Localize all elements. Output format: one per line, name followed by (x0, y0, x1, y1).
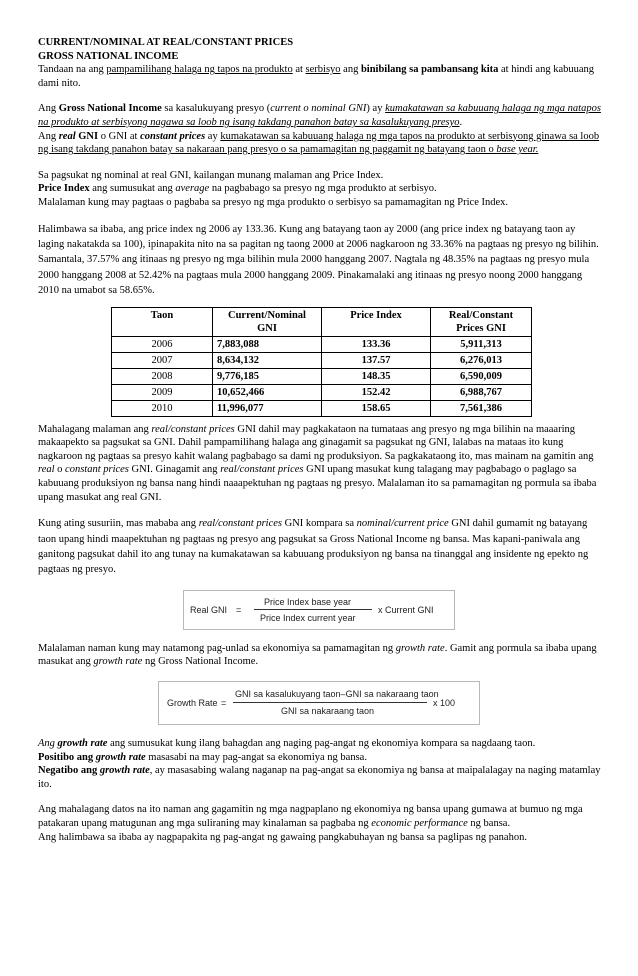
formula-equals: = (221, 697, 227, 708)
paragraph-price-index-line1: Sa pagsukat ng nominal at real GNI, kailangan munang malaman ang Price Index. (38, 169, 384, 181)
table-cell: 7,561,386 (431, 400, 532, 416)
column-header-current-gni: Current/Nominal GNI (213, 307, 322, 336)
formula-denominator: GNI sa nakaraang taon (281, 705, 375, 716)
table-cell: 7,883,088 (213, 336, 322, 352)
table-row (112, 352, 532, 368)
paragraph-example: Halimbawa sa ibaba, ang price index ng 2006 ay 133.36. Kung ang batayang taon ay 2000 (ang price index ng batayang taon ay laging nakatakda sa 100), ipinapakita nito na sa pagitan ng taong 2000 at 2006 nagkaroon ng 33.36% na pagtaas ng presyo ng bilihin. Samantala, 37.57% ang itinaas ng presyo ng mga bilihin mula 2000 hanggang 2007. Nagtala ng 48.35% na pagtaas ng presyo mula 2000 hanggang 2008 at 52.42% na pagtaas mula 2000 hanggang 2009. Pinakamalaki ang itinaas ng presyo noong 2000 hanggang 2010 na umabot sa 58.65%. (38, 223, 599, 297)
table-row (112, 336, 532, 352)
table-cell: 8,634,132 (213, 352, 322, 368)
table-cell: 2008 (112, 368, 213, 384)
table-cell: 6,988,767 (431, 384, 532, 400)
paragraph-positive-growth: Positibo ang growth rate masasabi na may pag-angat sa ekonomiya ng bansa. (38, 751, 367, 763)
table-cell: 6,590,009 (431, 368, 532, 384)
table-header-row (112, 307, 532, 336)
column-header-price-index: Price Index (322, 307, 431, 336)
formula-lhs: Real GNI (190, 604, 228, 615)
table-cell: 5,911,313 (431, 336, 532, 352)
table-cell: 148.35 (322, 368, 431, 384)
formula-rhs: x 100 (433, 697, 456, 708)
table-row (112, 384, 532, 400)
document-page (38, 36, 604, 844)
paragraph-growth-rate: Malalaman naman kung may natamong pag-unlad sa ekonomiya sa pamamagitan ng growth rate. Gamit ang pormula sa ibaba upang masukat ang growth rate ng Gross National Income. (38, 642, 597, 668)
paragraph-negative-growth: Negatibo ang growth rate, ay masasabing walang naganap na pag-angat sa ekonomiya ng bansa at maipalalagay na naging matamlay ito. (38, 765, 601, 790)
table-cell: 2006 (112, 336, 213, 352)
gni-table (111, 307, 532, 417)
table-cell: 6,276,013 (431, 352, 532, 368)
table-cell: 152.42 (322, 384, 431, 400)
paragraph-growth-definition: Ang growth rate ang sumusukat kung ilang bahagdan ang naging pag-angat ng ekonomiya kompara sa nagdaang taon. (38, 737, 536, 749)
column-header-real-gni: Real/Constant Prices GNI (431, 307, 532, 336)
table-cell: 2010 (112, 400, 213, 416)
document-title: CURRENT/NOMINAL AT REAL/CONSTANT PRICES (38, 37, 294, 48)
formula-rhs: x Current GNI (378, 604, 434, 615)
fraction-bar (233, 702, 427, 703)
paragraph-conclusion-line2: Ang halimbawa sa ibaba ay nagpapakita ng pag-angat ng gawaing pangkabuhayan ng bansa sa paglipas ng panahon. (38, 831, 527, 843)
paragraph-conclusion: Ang mahalagang datos na ito naman ang gagamitin ng mga nagpaplano ng ekonomiya ng bansa upang gumawa at bumuo ng mga patakaran upang matugunan ang mga suliraning may kinalaman sa pagbaba ng economic performance ng bansa. (38, 804, 583, 829)
paragraph-nominal-gni: Ang Gross National Income sa kasalukuyang presyo (current o nominal GNI) ay kumakatawan sa kabuuang halaga ng mga natapos na produkto at serbisyong nagawa sa loob ng isang takdang panahon batay sa kasalukuyang presyo. (38, 103, 601, 128)
paragraph-importance: Mahalagang malaman ang real/constant prices GNI dahil may pagkakataon na tumataas ang presyo ng mga bilihin na maaaring makaapekto sa pagsukat sa GNI. Dahil pampamilihang halaga ang ginagamit sa pagsukat ng GNI, lalabas na mataas ito kung nagkaroon ng pagtaas sa presyo kahit walang pagbabago sa dami ng produksiyon. Sa pagkakataong ito, mas mainam na gamitin ang real o constant prices GNI. Ginagamit ang real/constant prices GNI upang masukat kung talagang may pagbabago o paglago sa kabuuang produksiyon ng bansa nang hindi naaapektuhan ng pagtaas ng presyo. Malalaman ito sa pamamagitan ng pormula sa ibaba upang masukat ang real GNI. (38, 423, 597, 503)
table-cell: 137.57 (322, 352, 431, 368)
paragraph-intro: Tandaan na ang pampamilihang halaga ng tapos na produkto at serbisyo ang binibilang sa pambansang kita at hindi ang kabuuang dami nito. (38, 64, 595, 89)
formula-numerator: Price Index base year (264, 596, 352, 607)
real-gni-formula (183, 590, 455, 630)
table-cell: 133.36 (322, 336, 431, 352)
growth-rate-formula (158, 681, 480, 725)
table-cell: 11,996,077 (213, 400, 322, 416)
section-heading: GROSS NATIONAL INCOME (38, 50, 179, 62)
formula-equals: = (236, 604, 242, 615)
formula-numerator: GNI sa kasalukuyang taon–GNI sa nakaraang taon (235, 688, 439, 699)
paragraph-real-gni: Ang real GNI o GNI at constant prices ay kumakatawan sa kabuuang halaga ng mga tapos na produkto at serbisyong ginawa sa loob ng isang takdang panahon batay sa nakaraan pang presyo o sa pamamagitan ng paggamit ng batayang taon o base year. (38, 130, 600, 156)
table-cell: 158.65 (322, 400, 431, 416)
paragraph-price-index-definition: Price Index ang sumusukat ang average na pagbabago sa presyo ng mga produkto at serbisyo. (38, 183, 437, 195)
fraction-bar (254, 609, 372, 610)
paragraph-analysis: Kung ating susuriin, mas mababa ang real/constant prices GNI kompara sa nominal/current price GNI dahil gumamit ng batayang taon upang hindi maapektuhan ng pagtaas ng presyo ang pagsukat sa Gross National Income ng bansa. Mas kapani-paniwala ang ganitong pagsukat dahil ito ang tunay na kumakatawan sa kabuuang produksiyon ng bansa na tinanggal ang insidente ng epekto ng pagtaas ng presyo. (38, 518, 589, 576)
column-header-taon: Taon (112, 307, 213, 336)
formula-lhs: Growth Rate (167, 697, 218, 708)
table-row (112, 400, 532, 416)
table-row (112, 368, 532, 384)
formula-denominator: Price Index current year (260, 612, 356, 623)
table-cell: 9,776,185 (213, 368, 322, 384)
table-cell: 2009 (112, 384, 213, 400)
paragraph-price-index-line3: Malalaman kung may pagtaas o pagbaba sa presyo ng mga produkto o serbisyo sa pamamagitan ng Price Index. (38, 196, 509, 208)
table-cell: 10,652,466 (213, 384, 322, 400)
table-cell: 2007 (112, 352, 213, 368)
